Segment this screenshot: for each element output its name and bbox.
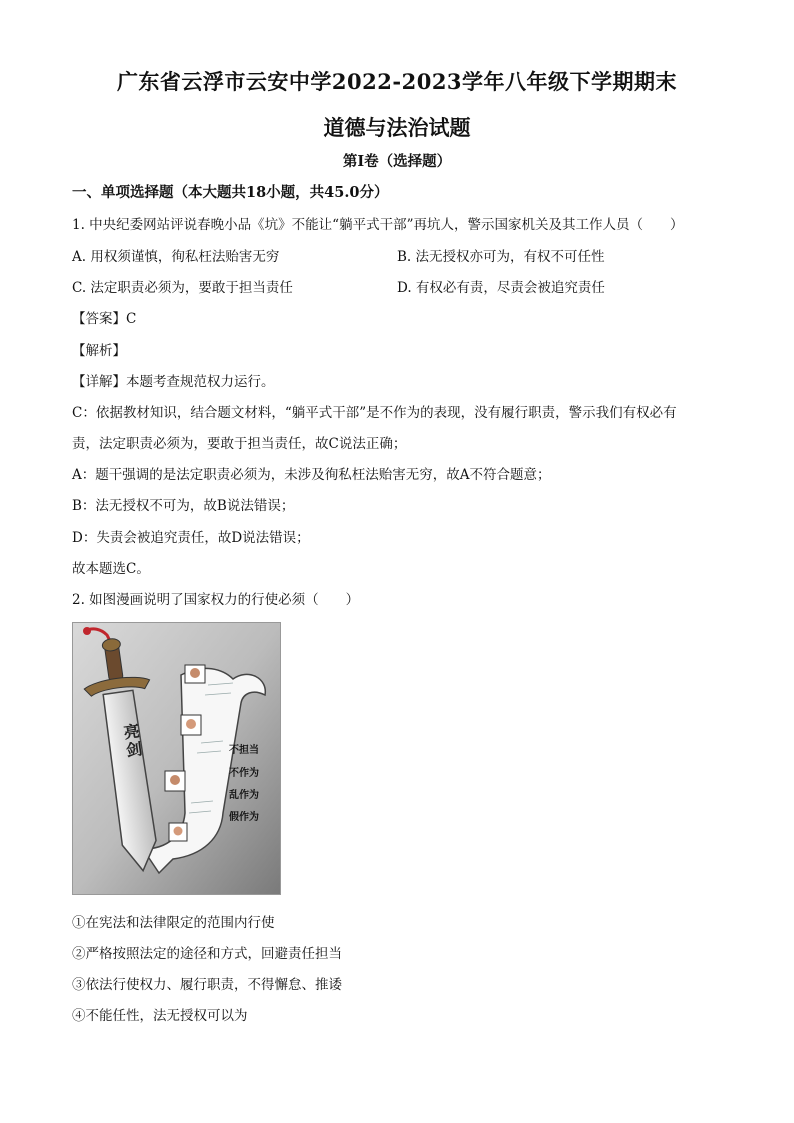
scroll-item-4: 假作为	[229, 812, 259, 823]
q1-analysis-label: 【解析】	[72, 343, 126, 359]
q1-detail: 【详解】本题考查规范权力运行。	[72, 374, 275, 390]
q2-statement-2: ②严格按照法定的途径和方式，回避责任担当	[72, 946, 342, 962]
q1-conclusion: 故本题选C。	[72, 561, 150, 577]
q1-a-explanation: A：题干强调的是法定职责必须为，未涉及徇私枉法贻害无穷，故A不符合题意；	[72, 467, 551, 483]
q1-answer: 【答案】C	[72, 311, 137, 327]
volume-heading: 第I卷（选择题）	[342, 153, 452, 170]
exam-subject: 道德与法治试题	[323, 115, 471, 140]
q1-d-explanation: D：失责会被追究责任，故D说法错误；	[72, 530, 310, 546]
q2-statement-1: ①在宪法和法律限定的范围内行使	[72, 915, 275, 931]
scroll-item-3: 乱作为	[229, 790, 259, 801]
q1-option-b: B. 法无授权亦可为，有权不可任性	[397, 249, 605, 265]
q1-stem: 1. 中央纪委网站评说春晚小品《坑》不能让“躺平式干部”再坑人，警示国家机关及其工作人员（ ）	[72, 217, 684, 233]
q2-statement-3: ③依法行使权力、履行职责，不得懈怠、推诿	[72, 977, 342, 993]
sword-label: 亮剑	[122, 721, 144, 761]
q1-b-explanation: B：法无授权不可为，故B说法错误；	[72, 498, 295, 514]
q2-stem: 2. 如图漫画说明了国家权力的行使必须（ ）	[72, 592, 360, 608]
q1-option-c: C. 法定职责必须为，要敢于担当责任	[72, 280, 293, 296]
exam-title: 广东省云浮市云安中学2022-2023学年八年级下学期期末	[116, 69, 678, 94]
q2-cartoon-image	[72, 622, 281, 895]
scroll-item-1: 不担当	[229, 745, 259, 756]
q1-option-a: A. 用权须谨慎，徇私枉法贻害无穷	[72, 249, 280, 265]
q1-c-explanation-2: 责，法定职责必须为，要敢于担当责任，故C说法正确；	[72, 436, 407, 452]
q1-option-d: D. 有权必有责，尽责会被追究责任	[397, 280, 605, 296]
scroll-item-2: 不作为	[229, 768, 259, 779]
section-heading: 一、单项选择题（本大题共18小题，共45.0分）	[72, 184, 389, 201]
q2-statement-4: ④不能任性，法无授权可以为	[72, 1008, 248, 1024]
q1-c-explanation-1: C：依据教材知识，结合题文材料，“躺平式干部”是不作为的表现，没有履行职责，警示我们有权必有	[72, 405, 677, 421]
